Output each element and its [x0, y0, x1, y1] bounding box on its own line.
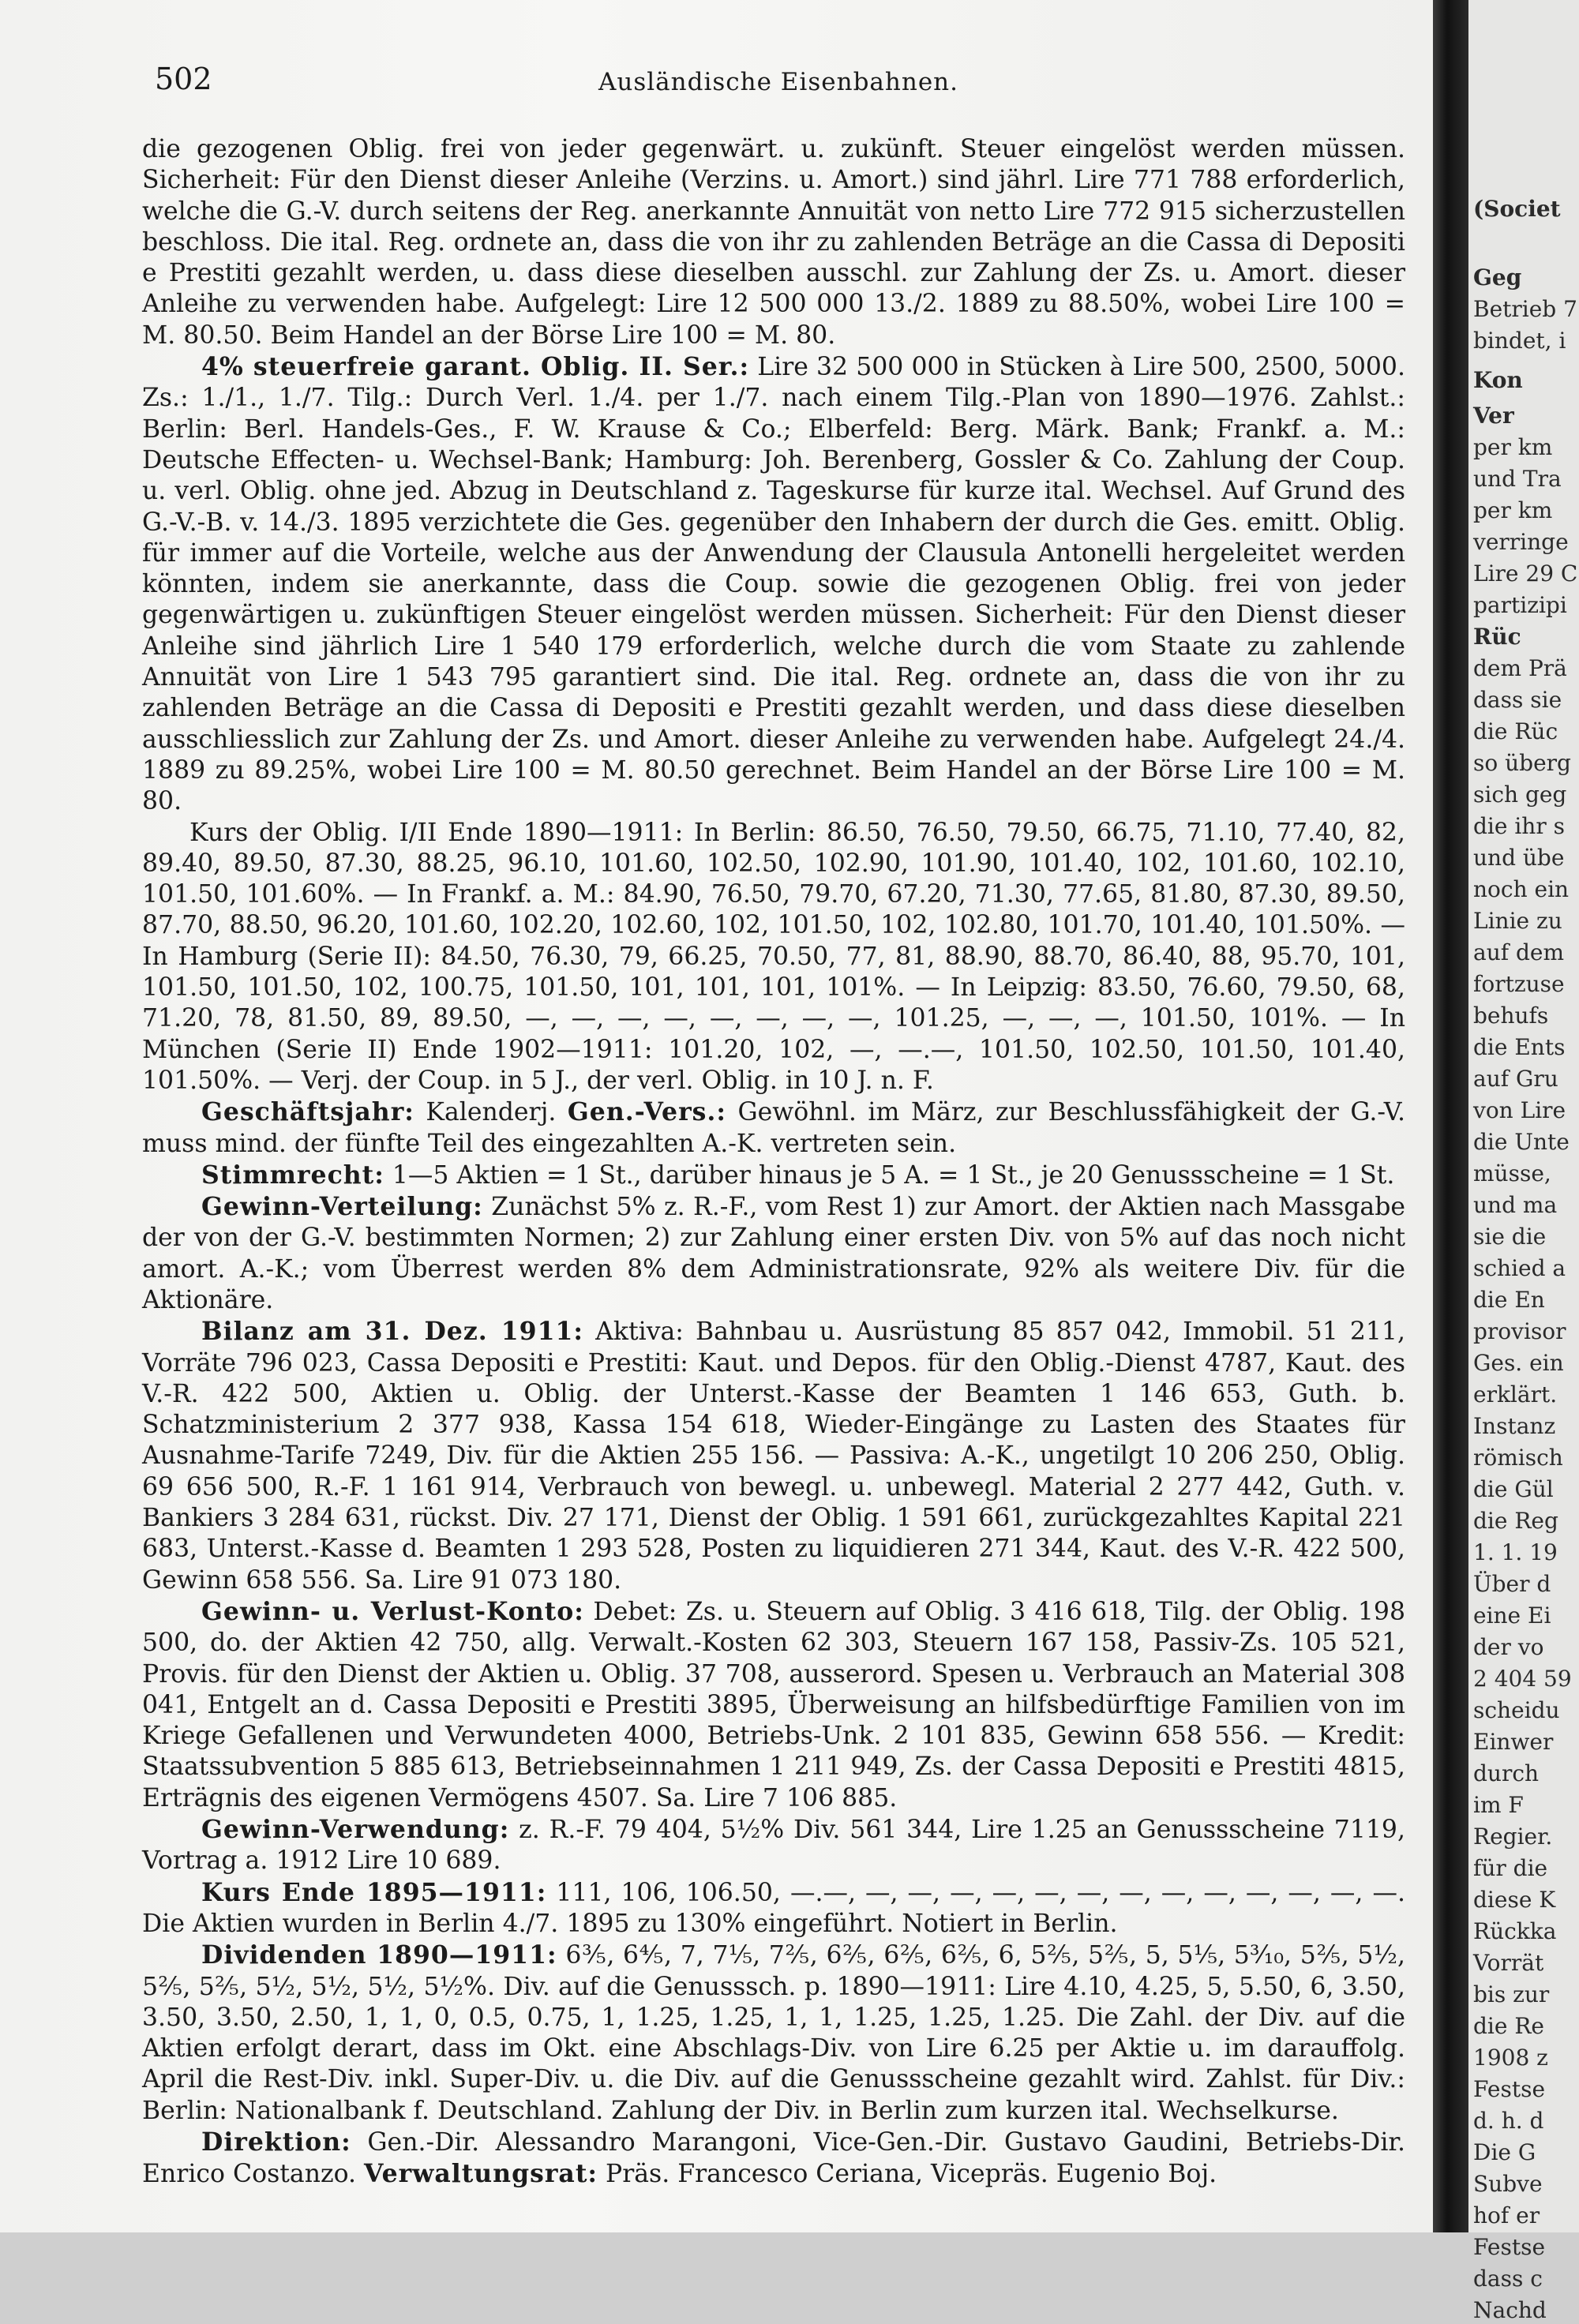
section-lead: Gewinn-Verteilung:: [201, 1192, 483, 1222]
facing-page-fragment: die Gül: [1473, 1476, 1554, 1502]
facing-page-fragment: Einwer: [1473, 1729, 1554, 1755]
facing-page-fragment: partizipi: [1473, 592, 1567, 618]
facing-page-fragment: von Lire: [1473, 1097, 1566, 1123]
facing-page-fragment: Regier.: [1473, 1824, 1553, 1850]
facing-page-fragment: und Tra: [1473, 466, 1562, 492]
paragraph-management: [142, 2127, 1405, 2191]
facing-page-fragment: so überg: [1473, 750, 1571, 776]
facing-page-fragment: 2 404 59: [1473, 1666, 1572, 1692]
facing-page-fragment: für die: [1473, 1855, 1548, 1881]
facing-page-fragment: und ma: [1473, 1192, 1558, 1218]
paragraph-obligations-series-2: [142, 351, 1405, 817]
facing-page-fragment: 1908 z: [1473, 2045, 1548, 2071]
paragraph-fiscal-year: [142, 1096, 1405, 1160]
facing-page-fragment: die Unte: [1473, 1129, 1570, 1155]
facing-page-fragment: fortzuse: [1473, 971, 1565, 997]
paragraph-voting-rights: [142, 1160, 1405, 1191]
paragraph-text: Kalenderj.: [414, 1098, 568, 1127]
section-lead: Gen.-Vers.:: [567, 1097, 726, 1127]
facing-page-fragment: dass c: [1473, 2266, 1543, 2292]
paragraph-dividends: [142, 1940, 1405, 2127]
paragraph-profit-loss: [142, 1596, 1405, 1814]
facing-page-fragment: (Societ: [1473, 196, 1561, 222]
paragraph-text: Zunächst 5% z. R.-F., vom Rest 1) zur Amort. der Aktien nach Massgabe der von der G.-V. bestimmten Normen; 2) zur Zahlung einer ersten Div. von 5% auf das noch nicht amort. A.-K.; vom Überrest werden 8% dem Administrationsrate, 92% als weitere Div. für die Aktionäre.: [142, 1193, 1405, 1314]
paragraph-text: 111, 106, 106.50, —.—, —, —, —, —, —, —, —, —, —, —, —, —, —. Die Aktien wurden in Berlin 4./7. 1895 zu 130% eingeführt. Notiert in Berlin.: [142, 1878, 1405, 1938]
section-lead: Kurs Ende 1895—1911:: [201, 1877, 547, 1907]
facing-page-fragment: Festse: [1473, 2234, 1546, 2260]
facing-page-fragment: auf dem: [1473, 939, 1565, 965]
facing-page-fragment: Kon: [1473, 367, 1523, 393]
facing-page-fragment: auf Gru: [1473, 1066, 1558, 1092]
facing-page-fragment: Subve: [1473, 2171, 1543, 2197]
facing-page-fragment: sie die: [1473, 1224, 1547, 1250]
section-lead: Direktion:: [201, 2127, 351, 2157]
facing-page-fragment: 1. 1. 19: [1473, 1539, 1558, 1565]
book-gutter: [1433, 0, 1468, 2232]
paragraph-text: Debet: Zs. u. Steuern auf Oblig. 3 416 618, Tilg. der Oblig. 198 500, do. der Aktien 42 750, allg. Verwalt.-Kosten 62 303, Steuern 167 158, Passiv-Zs. 105 521, Provis. für den Dienst der Aktien u. Oblig. 37 708, ausserord. Spesen u. Verbrauch an Material 308 041, Entgelt an d. Cassa Depositi e Prestiti 3895, Überweisung an hilfsbedürftige Familien von im Kriege Gefallenen und Verwundeten 4000, Betriebs-Unk. 2 101 835, Gewinn 658 556. — Kredit: Staatssubvention 5 885 613, Betriebseinnahmen 1 211 949, Zs. der Cassa Depositi e Prestiti 4815, Erträgnis des eigenen Vermögens 4507. Sa. Lire 7 106 885.: [142, 1597, 1405, 1812]
facing-page-fragment: hof er: [1473, 2202, 1540, 2228]
facing-page-fragment: Die G: [1473, 2139, 1536, 2165]
facing-page-fragment: Betrieb 7: [1473, 296, 1577, 322]
section-lead: 4% steuerfreie garant. Oblig. II. Ser.:: [201, 352, 750, 382]
facing-page-fragment: die Rüc: [1473, 718, 1558, 744]
facing-page-fragment: Geg: [1473, 264, 1522, 290]
facing-page-fragment: römisch: [1473, 1445, 1563, 1471]
facing-page-edge: [1468, 0, 1579, 2323]
facing-page-fragment: die En: [1473, 1287, 1545, 1313]
facing-page-fragment: bindet, i: [1473, 328, 1566, 354]
facing-page-fragment: sich geg: [1473, 782, 1567, 808]
paragraph-text: Kurs der Oblig. I/II Ende 1890—1911: In Berlin: 86.50, 76.50, 79.50, 66.75, 71.10, 77.40, 82, 89.40, 89.50, 87.30, 88.25, 96.10, 101.60, 102.50, 102.90, 101.90, 101.40, 102, 101.60, 102.10, 101.50, 101.60%. — In Frankf. a. M.: 84.90, 76.50, 79.70, 67.20, 71.30, 77.65, 81.80, 87.30, 89.50, 87.70, 88.50, 96.20, 101.60, 102.20, 102.60, 102, 101.50, 102, 102.80, 101.70, 101.40, 101.50%. — In Hamburg (Serie II): 84.50, 76.30, 79, 66.25, 70.50, 77, 81, 88.90, 88.70, 86.40, 88, 95.70, 101, 101.50, 101.50, 102, 100.75, 101.50, 101, 101, 101, 101%. — In Leipzig: 83.50, 76.60, 79.50, 68, 71.20, 78, 81.50, 89, 89.50, —, —, —, —, —, —, —, —, 101.25, —, —, —, 101.50, 101%. — In München (Serie II) Ende 1902—1911: 101.20, 102, —, —.—, 101.50, 102.50, 101.50, 101.40, 101.50%. — Verj. der Coup. in 5 J., der verl. Oblig. in 10 J. n. F.: [142, 818, 1405, 1095]
facing-page-fragment: Ver: [1473, 403, 1514, 429]
facing-page-fragment: Nachd: [1473, 2297, 1547, 2323]
facing-page-fragment: per km: [1473, 434, 1553, 460]
facing-page-fragment: die Re: [1473, 2013, 1545, 2039]
paragraph-profit-distribution: [142, 1191, 1405, 1316]
facing-page-fragment: provisor: [1473, 1318, 1566, 1344]
facing-page-fragment: im F: [1473, 1792, 1524, 1818]
paragraph-text: 1—5 Aktien = 1 St., darüber hinaus je 5 A. = 1 St., je 20 Genussscheine = 1 St.: [384, 1160, 1395, 1190]
paragraph-text: z. R.-F. 79 404, 5½% Div. 561 344, Lire 1.25 an Genussscheine 7119, Vortrag a. 1912 Lire 10 689.: [142, 1816, 1405, 1876]
paragraph-security-series-1: [142, 134, 1405, 351]
facing-page-fragment: schied a: [1473, 1255, 1566, 1281]
paragraph-text: die gezogenen Oblig. frei von jeder gegenwärt. u. zukünft. Steuer eingelöst werden müssen. Sicherheit: Für den Dienst dieser Anleihe (Verzins. u. Amort.) sind jährl. Lire 771 788 erforderlich, welche die G.-V. durch seitens der Reg. anerkannte Annuität von netto Lire 772 915 sicherzustellen beschloss. Die ital. Reg. ordnete an, dass die von ihr zu zahlenden Beträge an die Cassa di Depositi e Prestiti gezahlt werden, u. dass diese dieselben ausschl. zur Zahlung der Zs. u. Amort. dieser Anleihe zu verwenden habe. Aufgelegt: Lire 12 500 000 13./2. 1889 zu 88.50%, wobei Lire 100 = M. 80.50. Beim Handel an der Börse Lire 100 = M. 80.: [142, 135, 1405, 350]
paragraph-text: Aktiva: Bahnbau u. Ausrüstung 85 857 042, Immobil. 51 211, Vorräte 796 023, Cassa Depositi e Prestiti: Kaut. und Depos. für den Oblig.-Dienst 4787, Kaut. des V.-R. 422 500, Aktien u. Oblig. der Unterst.-Kasse der Beamten 1 146 653, Guth. b. Schatzministerium 2 377 938, Kassa 154 618, Wieder-Eingänge zu Lasten des Staates für Ausnahme-Tarife 7249, Div. für die Aktien 255 156. — Passiva: A.-K., ungetilgt 10 206 250, Oblig. 69 656 500, R.-F. 1 161 914, Verbrauch von bewegl. u. unbewegl. Material 2 277 442, Guth. v. Bankiers 3 284 631, rückst. Div. 27 171, Dienst der Oblig. 1 591 661, zurückgezahltes Kapital 221 683, Unterst.-Kasse d. Beamten 1 293 528, Posten zu liquidieren 271 344, Kaut. des V.-R. 422 500, Gewinn 658 556. Sa. Lire 91 073 180.: [142, 1318, 1405, 1595]
facing-page-fragment: per km: [1473, 497, 1553, 523]
facing-page-fragment: Linie zu: [1473, 908, 1562, 934]
section-lead: Stimmrecht:: [201, 1160, 384, 1190]
facing-page-fragment: diese K: [1473, 1887, 1556, 1913]
facing-page-fragment: der vo: [1473, 1634, 1544, 1660]
facing-page-fragment: d. h. d: [1473, 2108, 1544, 2134]
facing-page-fragment: verringe: [1473, 529, 1569, 555]
facing-page-fragment: erklärt.: [1473, 1381, 1558, 1408]
facing-page-fragment: eine Ei: [1473, 1602, 1551, 1629]
facing-page-fragment: Lire 29 C: [1473, 560, 1578, 587]
facing-page-fragment: Festse: [1473, 2076, 1546, 2102]
facing-page-fragment: Vorrät: [1473, 1950, 1544, 1976]
page-header: [155, 62, 1402, 101]
paragraph-text: Lire 32 500 000 in Stücken à Lire 500, 2500, 5000. Zs.: 1./1., 1./7. Tilg.: Durch Verl. 1./4. per 1./7. nach einem Tilg.-Plan von 1890—1976. Zahlst.: Berlin: Berl. Handels-Ges., F. W. Krause & Co.; Elberfeld: Berg. Märk. Bank; Frankf. a. M.: Deutsche Effecten- u. Wechsel-Bank; Hamburg: Joh. Berenberg, Gossler & Co. Zahlung der Coup. u. verl. Oblig. ohne jed. Abzug in Deutschland z. Tageskurse für kurze ital. Wechsel. Auf Grund des G.-V.-B. v. 14./3. 1895 verzichtete die Ges. gegenüber den Inhabern der durch die Ges. emitt. Oblig. für immer auf die Vorteile, welche aus der Anwendung der Clausula Antonelli hergeleitet werden könnten, indem sie anerkannte, dass die Coup. sowie die gezogenen Oblig. frei von jeder gegenwärtigen u. zukünftigen Steuer eingelöst werden müssen. Sicherheit: Für den Dienst dieser Anleihe sind jährlich Lire 1 540 179 erforderlich, welche durch die vom Staate zu zahlende Annuität von Lire 1 543 795 garantiert sind. Die ital. Reg. ordnete an, dass die von ihr zu zahlenden Beträge an die Cassa di Depositi e Prestiti gezahlt werden, und dass diese dieselben ausschliesslich zur Zahlung der Zs. und Amort. dieser Anleihe zu verwenden habe. Aufgelegt 24./4. 1889 zu 89.25%, wobei Lire 100 = M. 80.50 gerechnet. Beim Handel an der Börse Lire 100 = M. 80.: [142, 353, 1405, 816]
facing-page-fragment: Ges. ein: [1473, 1350, 1564, 1376]
facing-page-fragment: die Ents: [1473, 1034, 1566, 1060]
section-lead: Gewinn-Verwendung:: [201, 1815, 510, 1845]
facing-page-fragment: Rüc: [1473, 624, 1521, 650]
facing-page-fragment: Über d: [1473, 1571, 1551, 1597]
facing-page-fragment: die ihr s: [1473, 813, 1565, 839]
facing-page-fragment: müsse,: [1473, 1160, 1551, 1186]
section-lead: Dividenden 1890—1911:: [201, 1940, 557, 1970]
running-head: Ausländische Eisenbahnen.: [598, 68, 958, 96]
paragraph-share-prices: [142, 1877, 1405, 1940]
paragraph-text: 6⅗, 6⅘, 7, 7⅕, 7⅖, 6⅖, 6⅖, 6⅖, 6, 5⅖, 5⅖, 5, 5⅕, 5³⁄₁₀, 5⅖, 5½, 5⅖, 5⅖, 5½, 5½, 5½, 5½%. Div. auf die Genusssch. p. 1890—1911: Lire 4.10, 4.25, 5, 5.50, 6, 3.50, 3.50, 3.50, 2.50, 1, 1, 0, 0.5, 0.75, 1, 1.25, 1.25, 1, 1, 1.25, 1.25, 1.25. Die Zahl. der Div. auf die Aktien erfolgt derart, dass im Okt. eine Abschlags-Div. von Lire 6.25 per Aktie u. im darauffolg. April die Rest-Div. inkl. Super-Div. u. die Div. auf die Genussscheine gezahlt wird. Zahlst. für Div.: Berlin: Nationalbank f. Deutschland. Zahlung der Div. in Berlin zum kurzen ital. Wechselkurse.: [142, 1941, 1405, 2125]
facing-page-fragment: Rückka: [1473, 1918, 1557, 1944]
paragraph-balance-sheet: [142, 1316, 1405, 1596]
paragraph-text: Gen.-Dir. Alessandro Marangoni, Vice-Gen.-Dir. Gustavo Gaudini, Betriebs-Dir. Enrico Costanzo.: [142, 2128, 1405, 2189]
facing-page-fragment: dass sie: [1473, 687, 1562, 713]
facing-page-fragment: behufs: [1473, 1003, 1549, 1029]
body-text: [142, 134, 1405, 2191]
facing-page-fragment: die Reg: [1473, 1508, 1558, 1534]
facing-page-fragment: noch ein: [1473, 876, 1570, 902]
facing-page-fragment: Instanz: [1473, 1413, 1556, 1439]
paragraph-text: Präs. Francesco Ceriana, Vicepräs. Eugenio Boj.: [598, 2160, 1217, 2189]
paragraph-text: Gewöhnl. im März, zur Beschlussfähigkeit der G.-V. muss mind. der fünfte Teil des eingezahlten A.-K. vertreten sein.: [142, 1098, 1405, 1158]
facing-page-fragment: dem Prä: [1473, 655, 1567, 681]
facing-page-fragment: und übe: [1473, 845, 1565, 871]
section-lead: Verwaltungsrat:: [364, 2159, 598, 2189]
paragraph-bond-prices: [142, 818, 1405, 1097]
facing-page-fragment: durch: [1473, 1760, 1540, 1786]
facing-page-fragment: scheidu: [1473, 1697, 1560, 1723]
section-lead: Gewinn- u. Verlust-Konto:: [201, 1596, 584, 1626]
paragraph-profit-use: [142, 1814, 1405, 1877]
section-lead: Bilanz am 31. Dez. 1911:: [201, 1317, 584, 1347]
section-lead: Geschäftsjahr:: [201, 1097, 414, 1127]
page-number: 502: [155, 62, 212, 96]
facing-page-fragment: bis zur: [1473, 1981, 1550, 2007]
